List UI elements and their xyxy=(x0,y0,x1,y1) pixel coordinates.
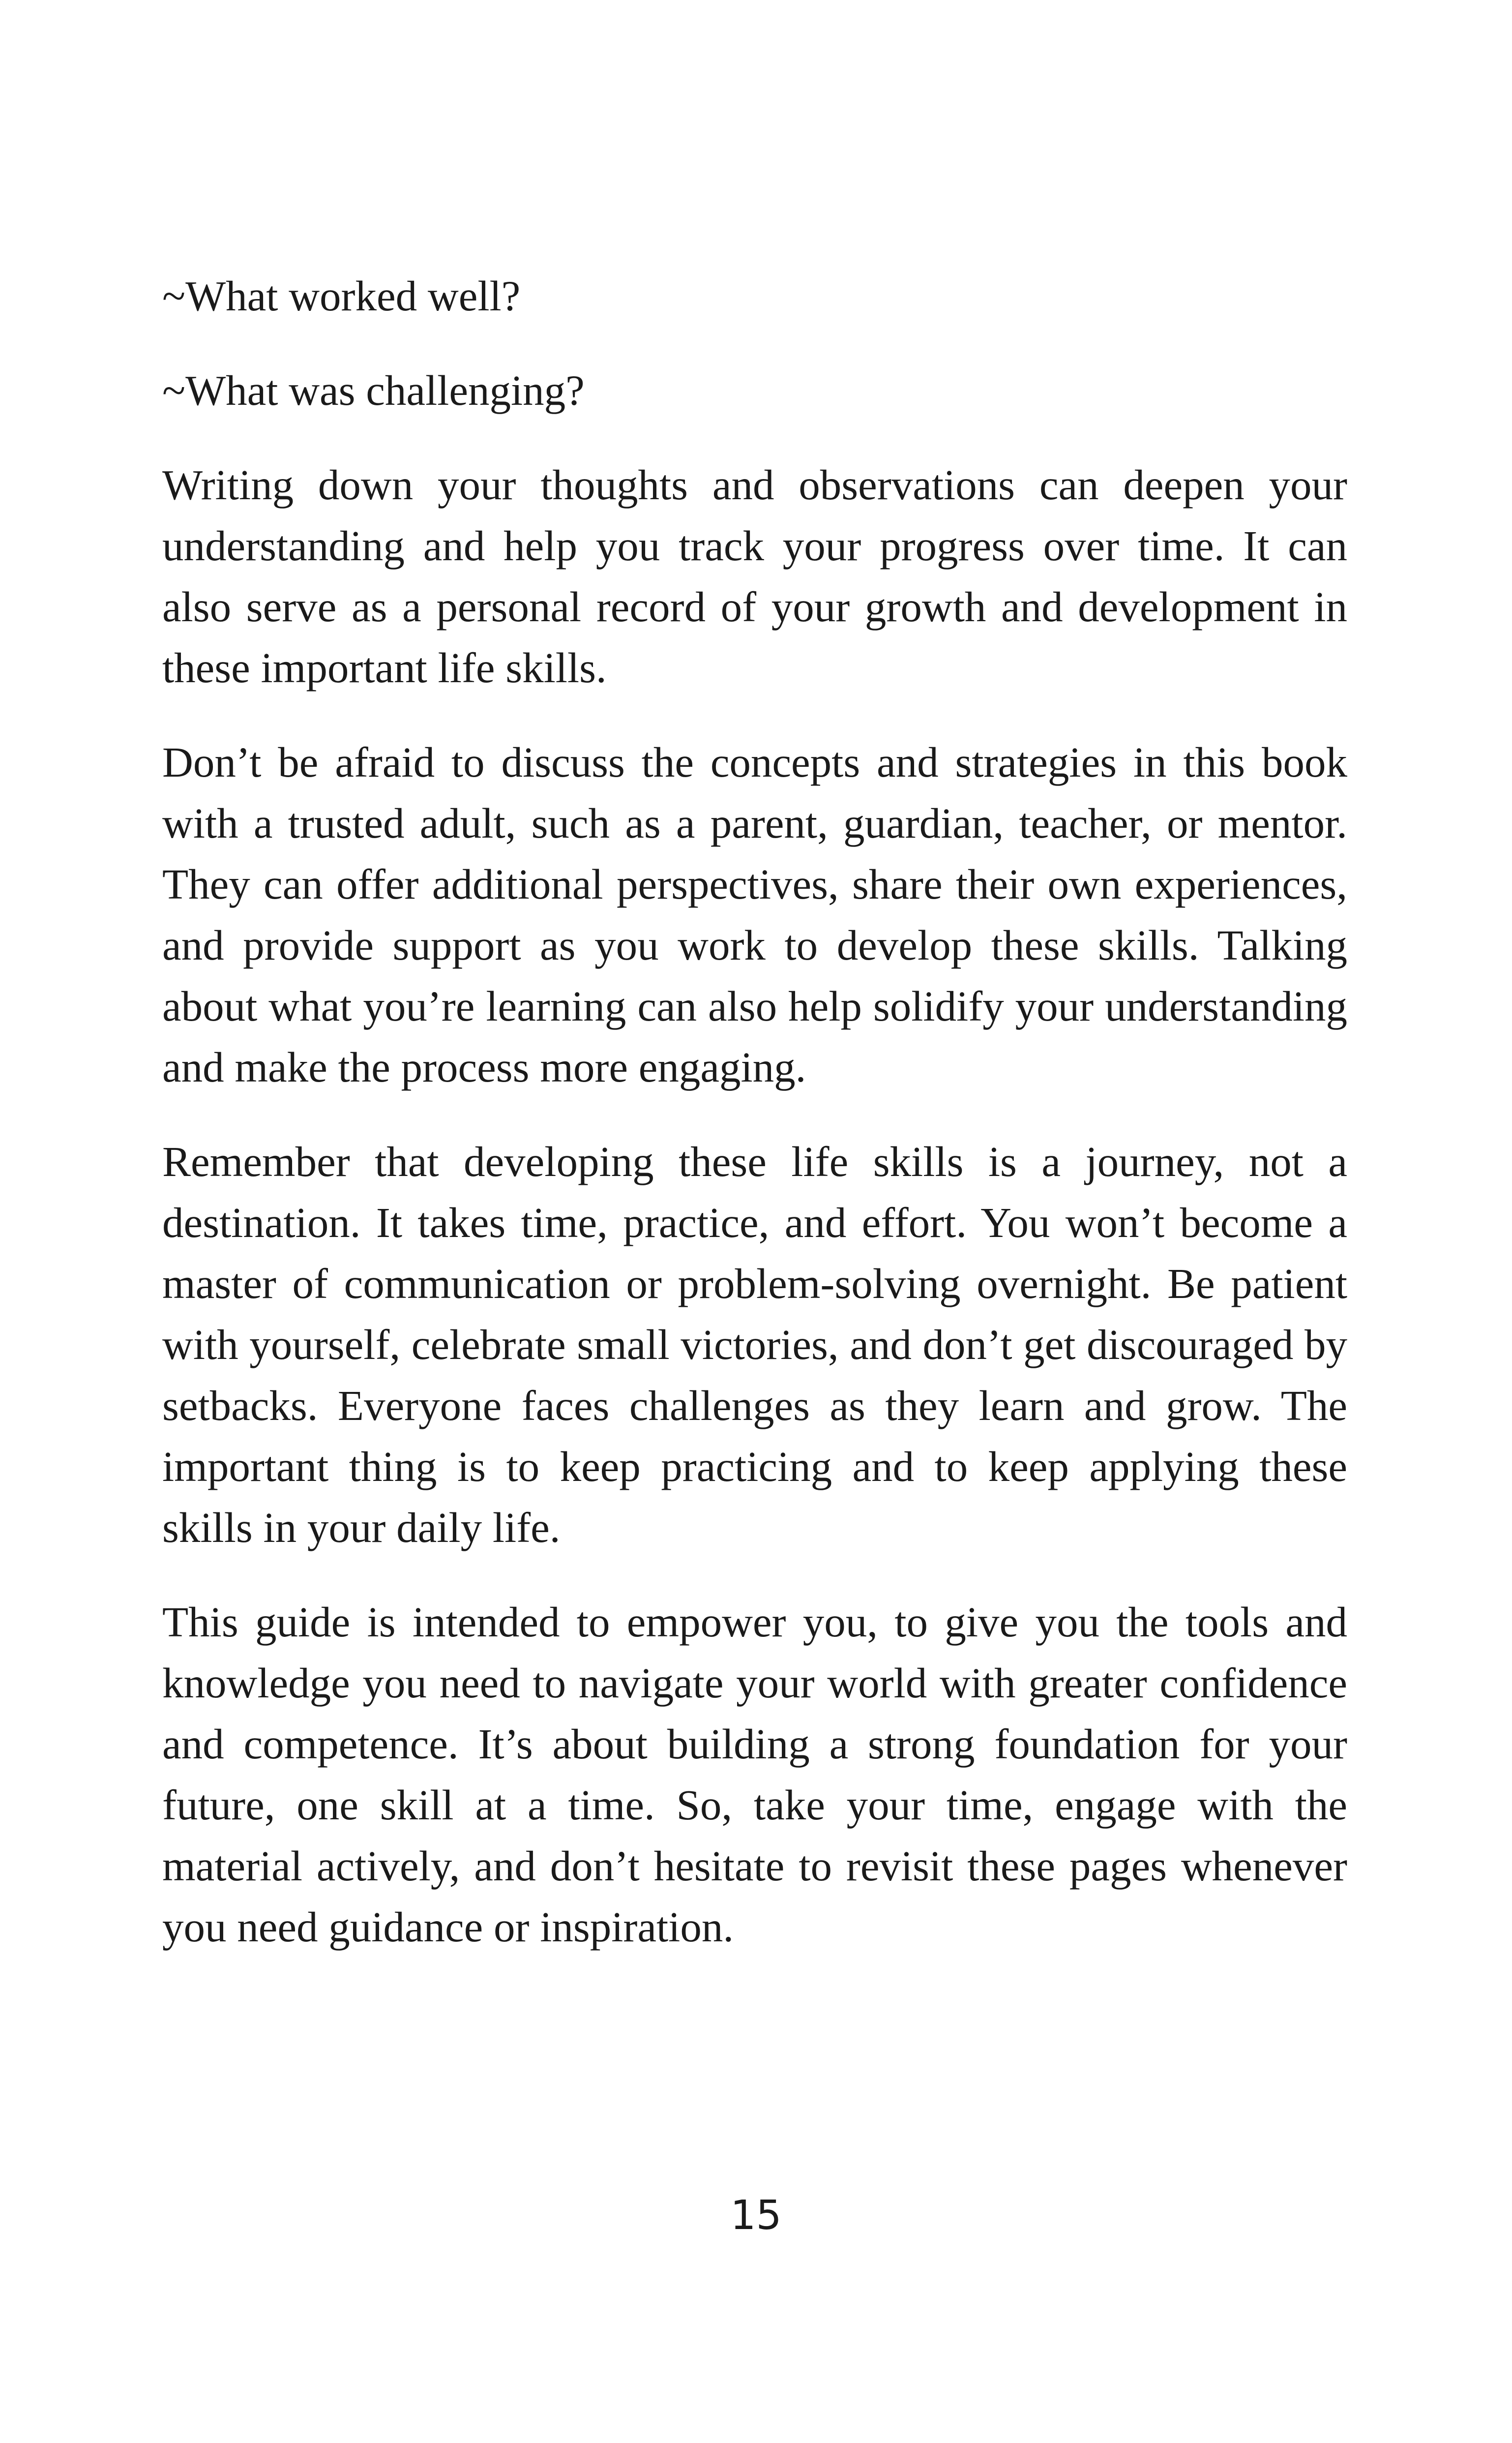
paragraph-discuss-with-adult: Don’t be afraid to discuss the concepts and strategies in this book with a trusted adult, such as a parent, guardian, teacher, or mentor. They can offer additional perspectives, share their own experiences, and provide support as you work to develop these skills. Talking about what you’re learning can also help solidify your understanding and make the process more engaging. xyxy=(162,738,1347,1091)
body-text xyxy=(162,266,1347,1991)
paragraph-writing-down: Writing down your thoughts and observations can deepen your understanding and help you track your progress over time. It can also serve as a personal record of your growth and development in these important life skills. xyxy=(162,461,1347,692)
paragraph-journey: Remember that developing these life skills is a journey, not a destination. It takes time, practice, and effort. You won’t become a master of communication or problem-solving overnight. Be patient with yourself, celebrate small victories, and don’t get discouraged by setbacks. Everyone faces challenges as they learn and grow. The important thing is to keep practicing and to keep applying these skills in your daily life. xyxy=(162,1138,1347,1551)
page-number: 15 xyxy=(730,2192,782,2239)
paragraph-guide-purpose: This guide is intended to empower you, to give you the tools and knowledge you need to navigate your world with greater confidence and competence. It’s about building a strong foundation for your future, one skill at a time. So, take your time, engage with the material actively, and don’t hesitate to revisit these pages whenever you need guidance or inspiration. xyxy=(162,1598,1347,1951)
reflection-prompt-challenging: ~What was challenging? xyxy=(162,366,585,414)
reflection-prompt-what-worked: ~What worked well? xyxy=(162,272,521,320)
